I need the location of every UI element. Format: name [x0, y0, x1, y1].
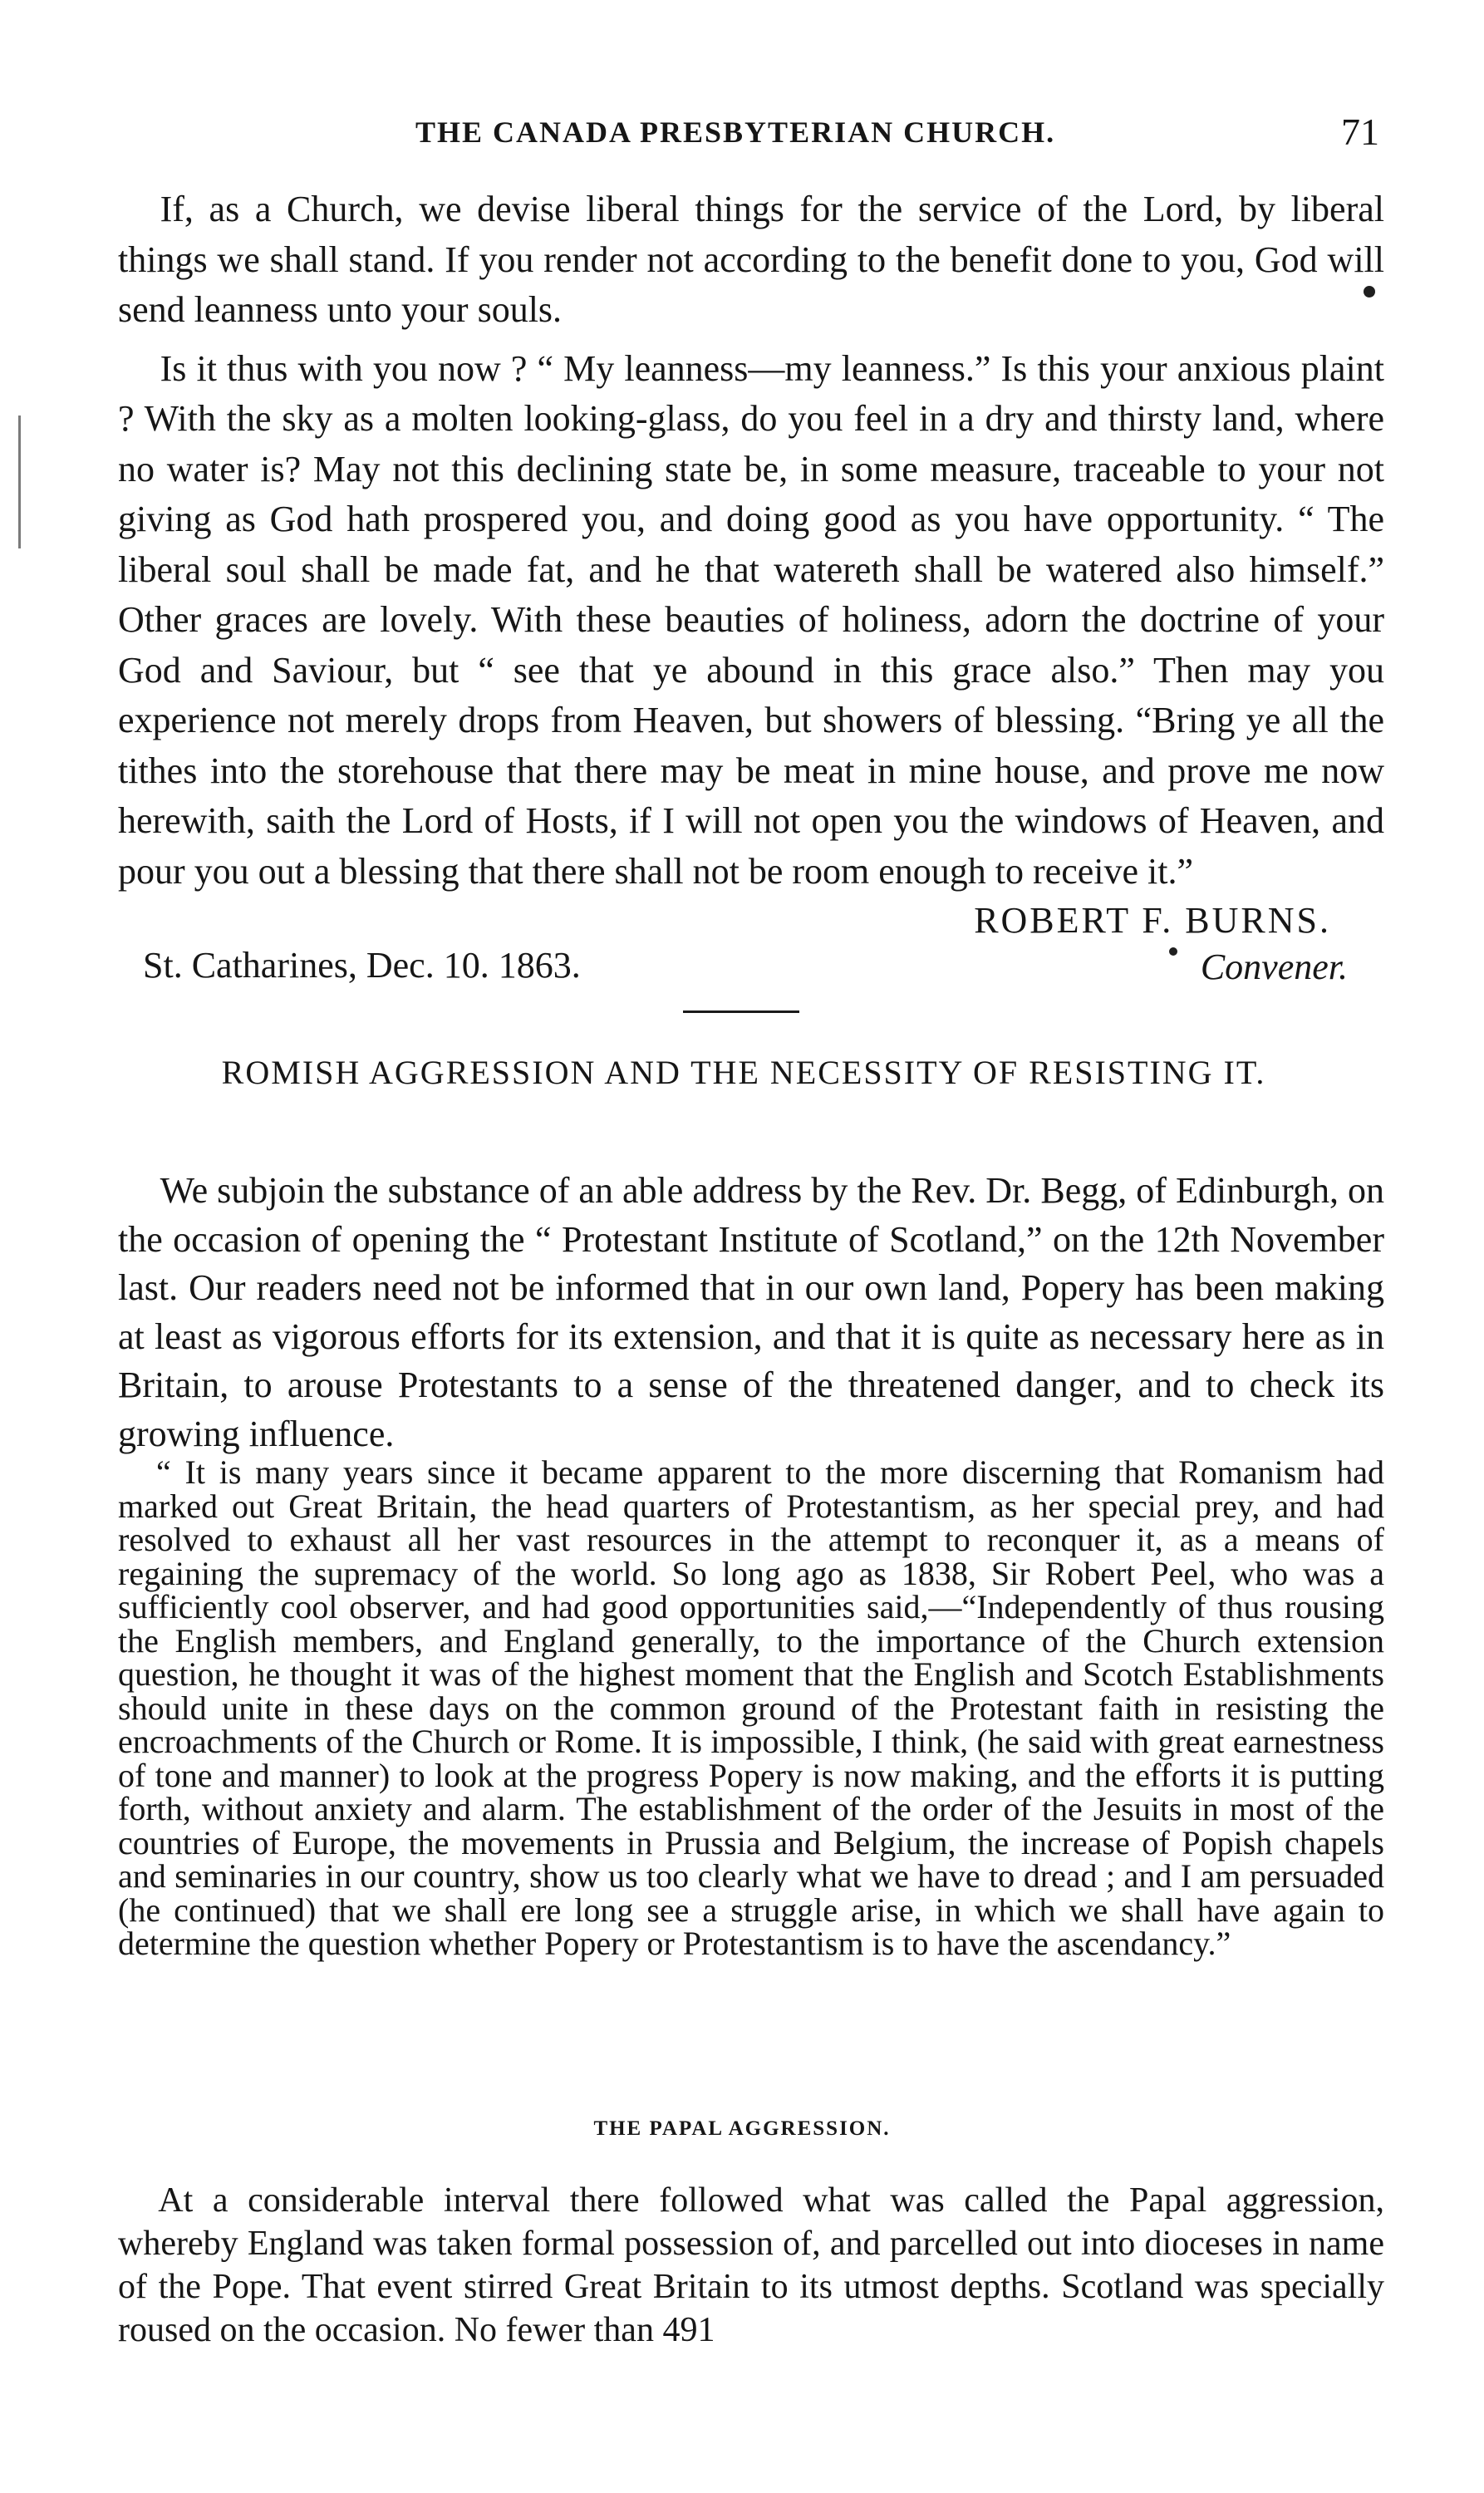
section-divider — [683, 1010, 799, 1013]
paragraph: If, as a Church, we devise liberal things for the service of the Lord, by liberal things we shall stand. If you render not according to the benefit done to you, God will send leanness unto your souls. — [118, 189, 1384, 330]
subheading: THE PAPAL AGGRESSION. — [593, 2117, 891, 2140]
closing-text — [118, 2179, 1384, 2352]
margin-pencil-mark — [18, 416, 21, 548]
print-mark — [1169, 947, 1177, 956]
running-title: THE CANADA PRESBYTERIAN CHURCH. — [415, 116, 1056, 149]
signature-name: ROBERT F. BURNS. — [974, 900, 1331, 941]
signature-role: Convener. — [1200, 947, 1348, 987]
article-intro — [118, 1167, 1384, 1458]
paragraph: At a considerable interval there followed what was called the Papal aggression, whereby England was taken formal possession of, and parcelled out into dioceses in name of the Pope. That event stirred Great Britain to its utmost depths. Scotland was specially roused on the occasion. No fewer than 491 — [118, 2181, 1384, 2349]
page-number: 71 — [1341, 111, 1379, 153]
paragraph: We subjoin the substance of an able address by the Rev. Dr. Begg, of Edinburgh, on the occasion of opening the “ Protestant Institute of Scotland,” on the 12th November last. Our readers need not be informed that in our own land, Popery has been making at least as vigorous efforts for its extension, and that it is quite as necessary here as in Britain, to arouse Protestants to a sense of the threatened danger, and to check its growing influence. — [118, 1170, 1384, 1454]
paragraph: Is it thus with you now ? “ My leanness—my leanness.” Is this your anxious plaint ? With the sky as a molten looking-glass, do you feel in a dry and thirsty land, where no water is? May not this declining state be, in some measure, traceable to your not giving as God hath prospered you, and doing good as you have opportunity. “ The liberal soul shall be made fat, and he that watereth shall be watered also himself.” Other graces are lovely. With these beauties of holiness, adorn the doctrine of your God and Saviour, but “ see that ye abound in this grace also.” Then may you experience not merely drops from Heaven, but showers of blessing. “Bring ye all the tithes into the storehouse that there may be meat in mine house, and prove me now herewith, saith the Lord of Hosts, if I will not open you the windows of Heaven, and pour you out a blessing that there shall not be room enough to receive it.” — [118, 347, 1384, 892]
signature-place-date: St. Catharines, Dec. 10. 1863. — [143, 945, 581, 986]
continuation-text — [118, 184, 1384, 897]
print-mark — [1364, 286, 1375, 297]
page-header — [415, 111, 1379, 156]
paragraph: “ It is many years since it became apparent to the more discerning that Romanism had marked out Great Britain, the head quarters of Protestantism, as her special prey, and had resolved to exhaust all her vast resources in the attempt to reconquer it, as a means of regaining the supremacy of the world. So long ago as 1838, Sir Robert Peel, who was a sufficiently cool observer, and had good opportunities said,—“Independently of thus rousing the English members, and England generally, to the importance of the Church extension question, he thought it was of the highest moment that the English and Scotch Establishments should unite in these days on the common ground of the Protestant faith in resisting the encroachments of the Church or Rome. It is impossible, I think, (he said with great earnestness of tone and manner) to look at the progress Popery is now making, and the efforts it is putting forth, without anxiety and alarm. The establishment of the order of the Jesuits in most of the countries of Europe, the movements in Prussia and Belgium, the increase of Popish chapels and seminaries in our country, show us too clearly what we have to dread ; and I am persuaded (he continued) that we shall ere long see a struggle arise, in which we shall have again to determine the question whether Popery or Protestantism is to have the ascendancy.” — [118, 1453, 1384, 1962]
quoted-address — [118, 1453, 1384, 1962]
article-title: ROMISH AGGRESSION AND THE NECESSITY OF RESISTING IT. — [221, 1054, 1266, 1091]
